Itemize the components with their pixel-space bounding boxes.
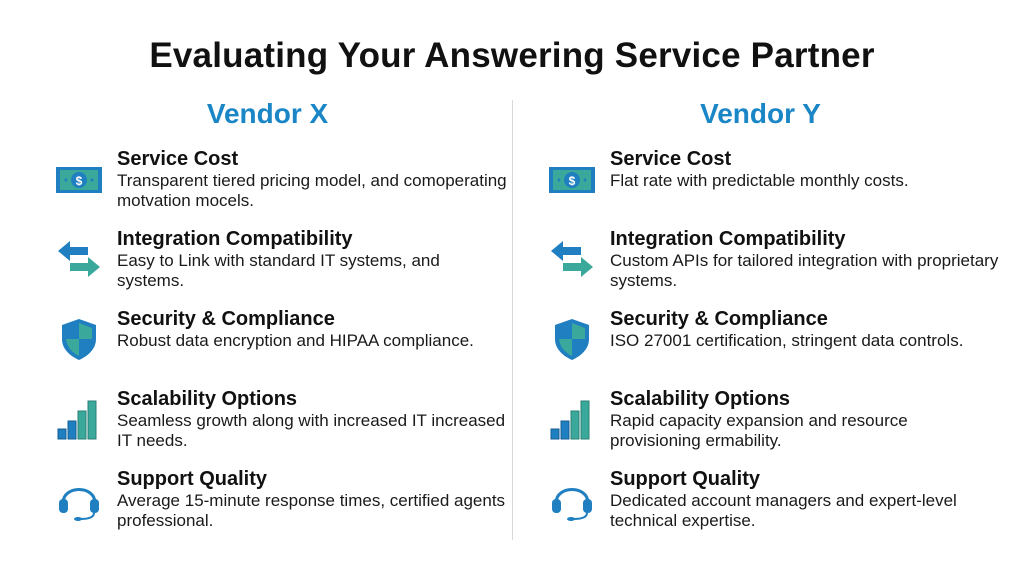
criterion-item: [50, 227, 510, 307]
vendor-x-heading: Vendor X: [206, 98, 329, 129]
headset-icon: [54, 477, 104, 521]
criterion-title: Scalability Options: [610, 388, 791, 410]
vendor-y-column: [543, 98, 1003, 547]
criterion-title: Security & Compliance: [117, 308, 335, 330]
criterion-item: [543, 227, 1003, 307]
criterion-item: [50, 467, 510, 547]
svg-text:$: $: [75, 174, 83, 188]
criterion-title: Support Quality: [610, 468, 760, 490]
criterion-title: Integration Compatibility: [610, 228, 846, 250]
arrows-exchange-icon: [547, 237, 597, 281]
arrows-exchange-icon: [54, 237, 104, 281]
criterion-description: Transparent tiered pricing model, and comoperating motvation mocels.: [117, 171, 507, 210]
criterion-item: [543, 307, 1003, 387]
svg-text:$: $: [568, 174, 576, 188]
column-divider: [512, 100, 513, 540]
criterion-item: [543, 147, 1003, 227]
criterion-description: Average 15-minute response times, certified agents professional.: [117, 491, 506, 530]
vendor-y-heading: Vendor Y: [700, 98, 821, 129]
page-title: Evaluating Your Answering Service Partner: [149, 36, 875, 75]
criterion-title: Integration Compatibility: [117, 228, 353, 250]
criterion-title: Scalability Options: [117, 388, 298, 410]
criterion-title: Security & Compliance: [610, 308, 828, 330]
criterion-description: Seamless growth along with increased IT increased IT needs.: [117, 411, 506, 450]
criterion-description: Easy to Link with standard IT systems, and systems.: [117, 251, 440, 290]
shield-icon: [54, 317, 104, 361]
criterion-description: Robust data encryption and HIPAA compliance.: [117, 331, 474, 350]
criterion-item: [50, 147, 510, 227]
shield-icon: [547, 317, 597, 361]
bar-chart-icon: [547, 397, 597, 441]
criterion-description: ISO 27001 certification, stringent data controls.: [610, 331, 964, 350]
criterion-title: Support Quality: [117, 468, 267, 490]
money-icon: [54, 157, 104, 201]
criterion-description: Rapid capacity expansion and resource provisioning ermability.: [610, 411, 908, 450]
criterion-item: [50, 387, 510, 467]
headset-icon: [547, 477, 597, 521]
money-icon: [547, 157, 597, 201]
criterion-item: [50, 307, 510, 387]
criterion-description: Dedicated account managers and expert-level technical expertise.: [610, 491, 957, 530]
bar-chart-icon: [54, 397, 104, 441]
vendor-x-column: [50, 98, 510, 547]
criterion-item: [543, 387, 1003, 467]
criterion-title: Service Cost: [610, 148, 732, 170]
criterion-description: Flat rate with predictable monthly costs.: [610, 171, 909, 190]
criterion-item: [543, 467, 1003, 547]
criterion-description: Custom APIs for tailored integration with proprietary systems.: [610, 251, 999, 290]
criterion-title: Service Cost: [117, 148, 239, 170]
